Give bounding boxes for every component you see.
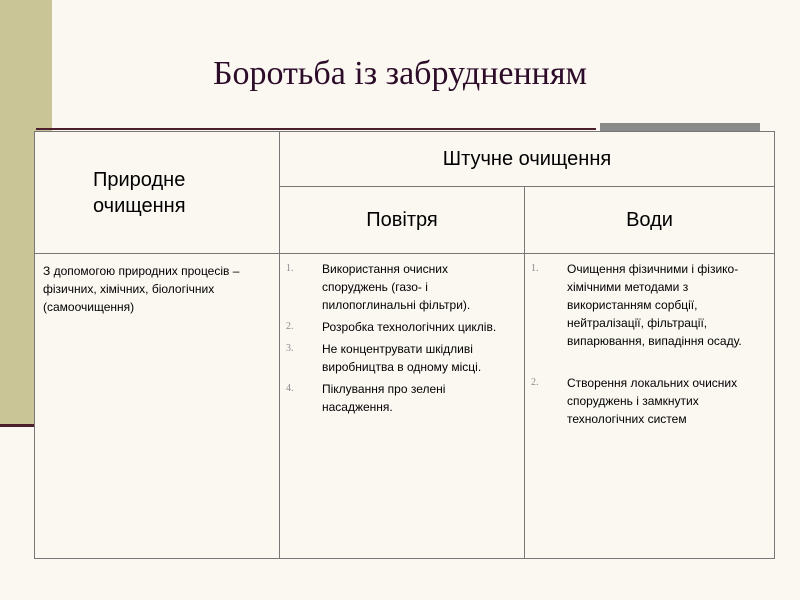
slide-title: Боротьба із забрудненням [212,55,588,92]
artificial-cleaning-header: Штучне очищення [280,132,775,187]
list-item [525,374,760,428]
list-item-number: 2. [286,321,294,332]
list-item [525,260,760,350]
air-header: Повітря [280,187,525,254]
list-item [280,260,510,314]
list-item [280,318,510,336]
list-item-number: 4. [286,383,294,394]
list-item-text: Очищення фізичними і фізико-хімічними методами з використанням сорбції, нейтралізації, фільтрації, випарювання, випадіння осаду. [567,262,742,348]
water-header: Води [525,187,775,254]
list-item [280,340,510,376]
list-item-number: 2. [531,377,539,388]
natural-cleaning-header [35,132,280,254]
list-item-text: Розробка технологічних циклів. [322,320,497,334]
list-item-number: 3. [286,343,294,354]
list-item-text: Піклування про зелені насадження. [322,382,446,414]
natural-cleaning-cell [35,254,280,559]
pollution-control-table [34,131,775,559]
header-row-1 [35,132,775,187]
water-measures-list [525,260,774,428]
air-cell [280,254,525,559]
list-item-number: 1. [286,263,294,274]
natural-cleaning-text: З допомогою природних процесів – фізичних, хімічних, біологічних (самоочищення) [43,264,240,314]
list-item [280,380,510,416]
list-item-text: Використання очисних споруджень (газо- і пилопоглинальні фільтри). [322,262,471,312]
list-item-text: Створення локальних очисних споруджень і замкнутих технологічних систем [567,376,738,426]
list-item-text: Не концентрувати шкідливі виробництва в одному місці. [322,342,482,374]
body-row [35,254,775,559]
title-underline [36,128,596,130]
water-cell [525,254,775,559]
list-item-number: 1. [531,263,539,274]
natural-cleaning-header-text: Природне очищення [93,168,186,217]
air-measures-list [280,260,524,416]
